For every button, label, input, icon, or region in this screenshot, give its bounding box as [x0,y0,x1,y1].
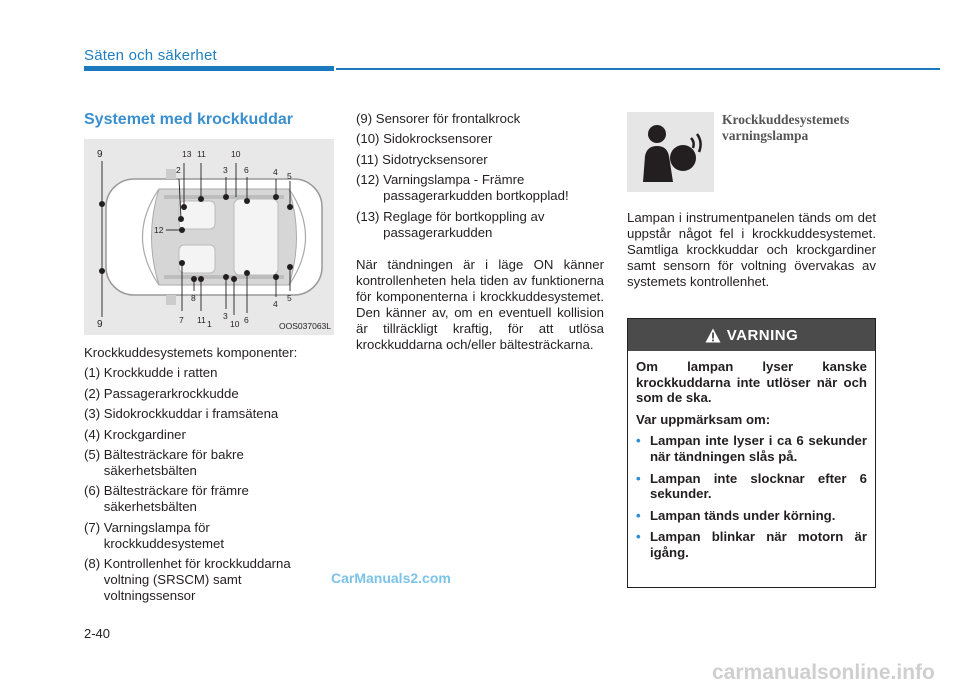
list-item: (4) Krockgardiner [84,426,186,442]
list-item: (2) Passagerarkrockkudde [84,385,239,401]
callout-4-bottom: 4 [273,299,278,309]
airbag-warning-lamp-image [627,112,714,192]
mirror-left [166,169,176,179]
warning-body [628,351,875,561]
callout-11-top: 11 [197,149,206,159]
warning-bullet: • Lampan inte slocknar efter 6 sekunder. [636,470,867,502]
warning-title: VARNING [726,326,799,344]
section-title: Säten och säkerhet [84,47,217,64]
warning-lead: Var uppmärksam om: [636,411,771,427]
warning-triangle-icon [705,328,721,343]
callout-13: 13 [182,149,192,159]
warning-bullet: • Lampan inte lyser i ca 6 sekunder när tändningen slås på. [636,433,867,464]
lamp-paragraph: Lampan i instrumentpanelen tänds om det uppstår något fel i krockkuddesystemet. Samtliga krockkuddar och krockgardiner samt sensorn för voltning övervakas av systemets kontrollenhet. [627,210,876,289]
header-rule-thick [84,66,334,71]
page-number: 2-40 [84,626,111,641]
header-rule-thin [336,68,940,70]
list-item: (1) Krockkudde i ratten [84,365,218,381]
car-top-view-illustration [84,139,334,335]
callout-5-bottom: 5 [287,293,292,303]
list-item: (5) Bältesträckare för bakre säkerhetsbälten [84,446,244,478]
list-item: (13) Reglage för bortkoppling av passagerarkudden [356,208,545,240]
callout-9-bottom: 9 [97,319,103,330]
warning-bullet: • Lampan tänds under körning. [636,507,836,523]
seat-rear [234,199,278,275]
callout-2: 2 [176,165,181,175]
callout-4-top: 4 [273,167,278,177]
components-column-1 [84,345,326,609]
airbag-diagram [84,139,334,335]
callout-6-top: 6 [244,165,249,175]
callout-8: 8 [191,293,196,303]
figure-code: OOS037063L [279,321,331,331]
lamp-section-title: Krockkuddesystemets varningslampa [722,112,850,143]
callout-3-bottom: 3 [223,311,228,321]
list-item: (10) Sidokrocksensorer [356,131,493,147]
callout-5-top: 5 [287,171,292,181]
seat-front-right [179,245,215,273]
warning-header [628,319,875,351]
body-paragraph: När tändningen är i läge ON känner kontrollenheten hela tiden av funktionerna för komponenterna i krockkuddesystemet. Den känner av, om en eventuell kollision är tillräckligt kraftig, för att utlösa krockkuddarna och/eller bältesträckarna. [356,256,604,352]
airbag-person-icon [627,112,714,192]
callout-7: 7 [179,315,184,325]
list-item: (6) Bältesträckare för främre säkerhetsbälten [84,483,249,515]
warning-bullet: • Lampan blinkar när motorn är igång. [636,529,867,560]
components-intro: Krockkuddesystemets komponenter: [84,345,298,360]
list-item: (9) Sensorer för frontalkrock [356,111,521,126]
list-item: (11) Sidotrycksensorer [356,151,488,167]
components-column-2 [356,111,604,353]
watermark-left[interactable]: CarManuals2.com [331,570,451,586]
callout-1: 1 [207,319,212,329]
warning-box [627,318,876,588]
list-item: (8) Kontrollenhet för krockkuddarna voltning (SRSCM) samt voltningssensor [84,556,291,604]
callout-10-bottom: 10 [230,319,240,329]
callout-10-top: 10 [231,149,241,159]
list-item: (3) Sidokrockkuddar i framsätena [84,406,279,422]
callout-11-bottom: 11 [197,315,206,325]
watermark-right[interactable]: carmanualsonline.info [712,661,935,684]
callout-3-top: 3 [223,165,228,175]
warning-intro: Om lampan lyser kanske krockkuddarna inte utlöser när och som de ska. [636,359,867,406]
page-heading: Systemet med krockkuddar [84,111,293,128]
callout-9-top: 9 [97,149,103,160]
list-item: (7) Varningslampa för krockkuddesystemet [84,519,224,551]
mirror-right [166,295,176,305]
list-item: (12) Varningslampa - Främre passagerarkudden bortkopplad! [356,172,569,204]
callout-6-bottom: 6 [244,315,249,325]
callout-12: 12 [154,225,164,235]
